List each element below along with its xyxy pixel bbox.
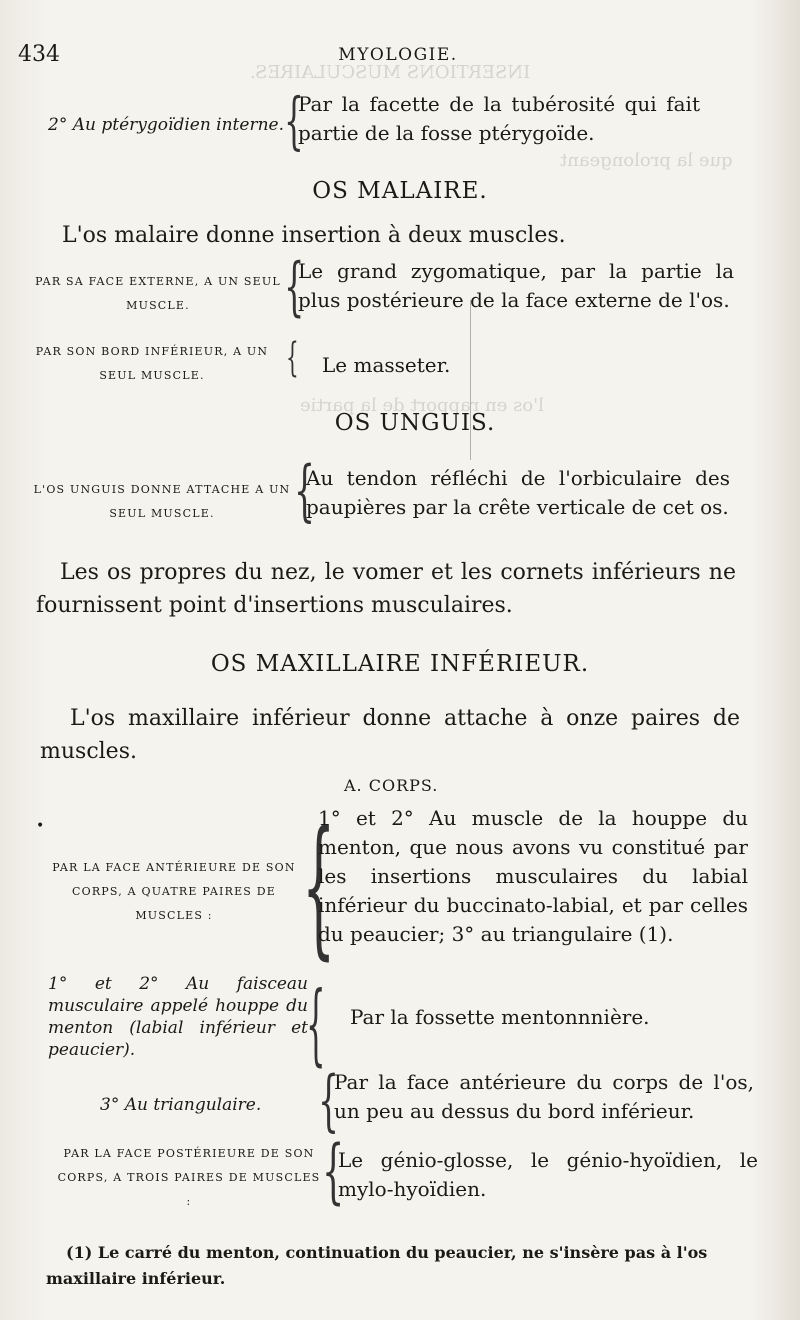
brace-icon: {: [306, 972, 326, 1075]
nasal-paragraph: Les os propres du nez, le vomer et les cornets inférieurs ne fournissent point d'insertions musculaires.: [36, 560, 736, 618]
brace-icon: {: [294, 452, 315, 529]
pterygoid-label: 2° Au ptérygoïdien interne.: [48, 115, 284, 135]
brace-icon: {: [322, 1130, 345, 1212]
triangulaire-label: 3° Au triangulaire.: [100, 1095, 262, 1115]
unguis-label: L'OS UNGUIS DONNE ATTACHE A UN SEUL MUSCLE.: [33, 483, 291, 520]
posterior-face-text: Le génio-glosse, le génio-hyoïdien, le mylo-hyoïdien.: [338, 1148, 758, 1201]
brace-icon: {: [286, 335, 299, 381]
page-header: [18, 42, 778, 70]
malaire-row-2-text: Le masseter.: [322, 353, 451, 377]
malaire-intro: L'os malaire donne insertion à deux muscles.: [62, 223, 566, 248]
section-heading-unguis: OS UNGUIS.: [334, 410, 496, 436]
unguis-text: Au tendon réfléchi de l'orbiculaire des paupières par la crête verticale de cet os.: [306, 466, 730, 519]
page-number: 434: [18, 42, 60, 67]
brace-icon: {: [284, 250, 305, 324]
triangulaire-text: Par la face antérieure du corps de l'os, un peu au dessus du bord inférieur.: [334, 1070, 754, 1123]
malaire-row-1-label: PAR SA FACE EXTERNE, A UN SEUL MUSCLE.: [35, 275, 281, 312]
faisceau-text: Par la fossette mentonnnière.: [350, 1005, 650, 1029]
faisceau-label: 1° et 2° Au faisceau musculaire appelé houppe du menton (labial inférieur et peaucier).: [48, 974, 308, 1060]
malaire-row-2-label: PAR SON BORD INFÉRIEUR, A UN SEUL MUSCLE.: [35, 345, 269, 382]
section-heading-malaire: OS MALAIRE.: [312, 178, 488, 204]
maxillaire-intro: L'os maxillaire inférieur donne attache à onze paires de muscles.: [40, 706, 740, 764]
subsection-heading-corps: A. CORPS.: [344, 776, 439, 795]
brace-icon: {: [284, 84, 304, 157]
anterior-face-label: PAR LA FACE ANTÉRIEURE DE SON CORPS, A QUATRE PAIRES DE MUSCLES :: [52, 861, 296, 922]
section-heading-maxillaire: OS MAXILLAIRE INFÉRIEUR.: [210, 651, 590, 677]
running-title: MYOLOGIE.: [338, 45, 458, 65]
anterior-face-text: 1° et 2° Au muscle de la houppe du menton, que nous avons vu constitué par les insertions musculaires du labial inférieur du buccinato-labial, et par celles du peaucier; 3° au triangulaire (1).: [318, 806, 748, 946]
bleed-through-text: INSERTIONS MUSCULAIRES.: [250, 62, 531, 83]
bleed-through-text: que la prolongeant: [560, 150, 733, 171]
pterygoid-text: Par la facette de la tubérosité qui fait partie de la fosse ptérygoïde.: [298, 92, 700, 145]
bleed-through-text: l'os en rapport de la partie: [300, 395, 544, 416]
brace-icon: {: [302, 800, 336, 974]
pterygoid-label-cell: [22, 114, 284, 136]
footnote: (1) Le carré du menton, continuation du peaucier, ne s'insère pas à l'os maxillaire inférieur.: [46, 1243, 708, 1288]
posterior-face-label: PAR LA FACE POSTÉRIEURE DE SON CORPS, A TROIS PAIRES DE MUSCLES :: [57, 1147, 321, 1208]
malaire-row-1-text: Le grand zygomatique, par la partie la plus postérieure de la face externe de l'os.: [298, 259, 734, 312]
bullet-mark: •: [36, 818, 45, 834]
bleed-through-rule: [470, 300, 471, 460]
brace-icon: {: [318, 1062, 339, 1139]
